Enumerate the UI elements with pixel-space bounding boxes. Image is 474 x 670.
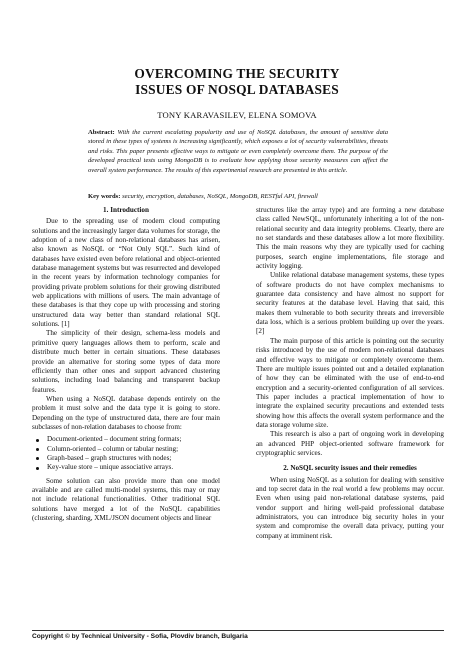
paragraph: structures like the array type) and are forming a new database class called NewSQL, unfortunately inheriting a lot of the non-relational security and data integrity problems. Clearly, there are no set standards and these databases allow a lot more flexibility. This the main reasons why they are typically used for caching purposes, search engine implementations, file storage and activity logging. [256,206,444,271]
paragraph: When using NoSQL as a solution for dealing with sensitive and top secret data in the real world a few problems may occur. Even when using paid non-relational database systems, paid vendor support and hiring well-paid professional database administrators, you can introduce big security holes in your system and compromise the overall data privacy, putting your company at imminent risk. [256,475,444,540]
abstract [88,128,388,175]
title-line-1: OVERCOMING THE SECURITY [134,66,340,81]
right-column [256,206,444,541]
footer-divider [32,630,444,631]
section-heading-introduction: 1. Introduction [103,206,149,214]
list-item: Graph-based – graph structures with nodes; [47,454,220,463]
left-column [32,206,220,523]
paragraph: The main purpose of this article is pointing out the security risks introduced by the use of modern non-relational databases and effective ways to mitigate or completely overcome them. There are multiple issues pointed out and a detailed explanation of how they can be eliminated with the use of end-to-end encryption and a security-oriented configuration of all services. This paper includes a practical implementation of how to integrate the explained security precautions and extended tests showing how this affects the overall system performance and the data storage volume size. [256,336,444,429]
paragraph: Unlike relational database management systems, these types of software products do not have complex mechanisms to guarantee data consistency and have almost no support for security features at the database level. Having that said, this makes them vulnerable to both security threats and irreversible data loss, which is a serious problem building up over the years. [2] [256,271,444,336]
copyright-footer: Copyright © by Technical University - Sofia, Plovdiv branch, Bulgaria [32,633,248,640]
paper-title [0,66,474,98]
keywords-label: Key words: [88,193,121,200]
list-item: Document-oriented – document string formats; [47,435,220,444]
authors: TONY KARAVASILEV, ELENA SOMOVA [157,110,317,120]
keywords-text: security, encryption, databases, NoSQL, MongoDB, RESTful API, firewall [120,193,318,200]
list-item: Key-value store – unique associative arrays. [47,463,220,472]
keywords [88,192,388,201]
list-item: Column-oriented – column or tabular nesting; [47,445,220,454]
paragraph: The simplicity of their design, schema-less models and primitive query languages allows them to perform, scale and distribute much better in certain situations. These databases provide an alternative for storing some types of data more efficiently than other ones and support advanced clustering solutions, including load balancing and transparent backup features. [32,329,220,394]
paragraph: When using a NoSQL database depends entirely on the problem it must solve and the data type it is going to store. Depending on the type of unstructured data, there are four main subclasses of non-relation databases to choose from: [32,394,220,431]
paragraph: Due to the spreading use of modern cloud computing solutions and the increasingly larger data volumes for storage, the adoption of a new class of non-relational databases has arisen, also known as NoSQL or “Not Only SQL”. Such kind of databases have existed even before relational and object-oriented database management systems but was resurrected and developed in the recent years by information technology companies for providing private problem solutions for their growing distributed web applications with millions of users. The main advantage of these databases is that they cope up with processing and storing unstructured data way better than standard relational SQL solutions. [1] [32,217,220,329]
abstract-text: With the current escalating popularity and use of NoSQL databases, the amount of sensitive data stored in these types of systems is increasing significantly, which exposes a lot of security vulnerabilities, threats and risks. This paper presents effective ways to mitigate or even completely overcome them. The purpose of the developed practical tests using MongoDB is to evaluate how applying those security measures can affect the overall system performance. The results of this experimental research are presented in this article. [88,129,388,174]
paragraph: Some solution can also provide more than one model available and are called multi-model systems, this may or may not include relational functionalities. Other traditional SQL solutions have merged a lot of the NoSQL capabilities (clustering, sharding, XML/JSON document objects and linear [32,476,220,522]
abstract-label: Abstract: [88,129,115,136]
title-line-2: ISSUES OF NOSQL DATABASES [135,82,339,97]
subclass-list [32,435,220,472]
paragraph: This research is also a part of ongoing work in developing an advanced PHP object-oriented software framework for cryptographic services. [256,430,444,457]
section-heading-security-issues: 2. NoSQL security issues and their remedies [283,464,417,473]
